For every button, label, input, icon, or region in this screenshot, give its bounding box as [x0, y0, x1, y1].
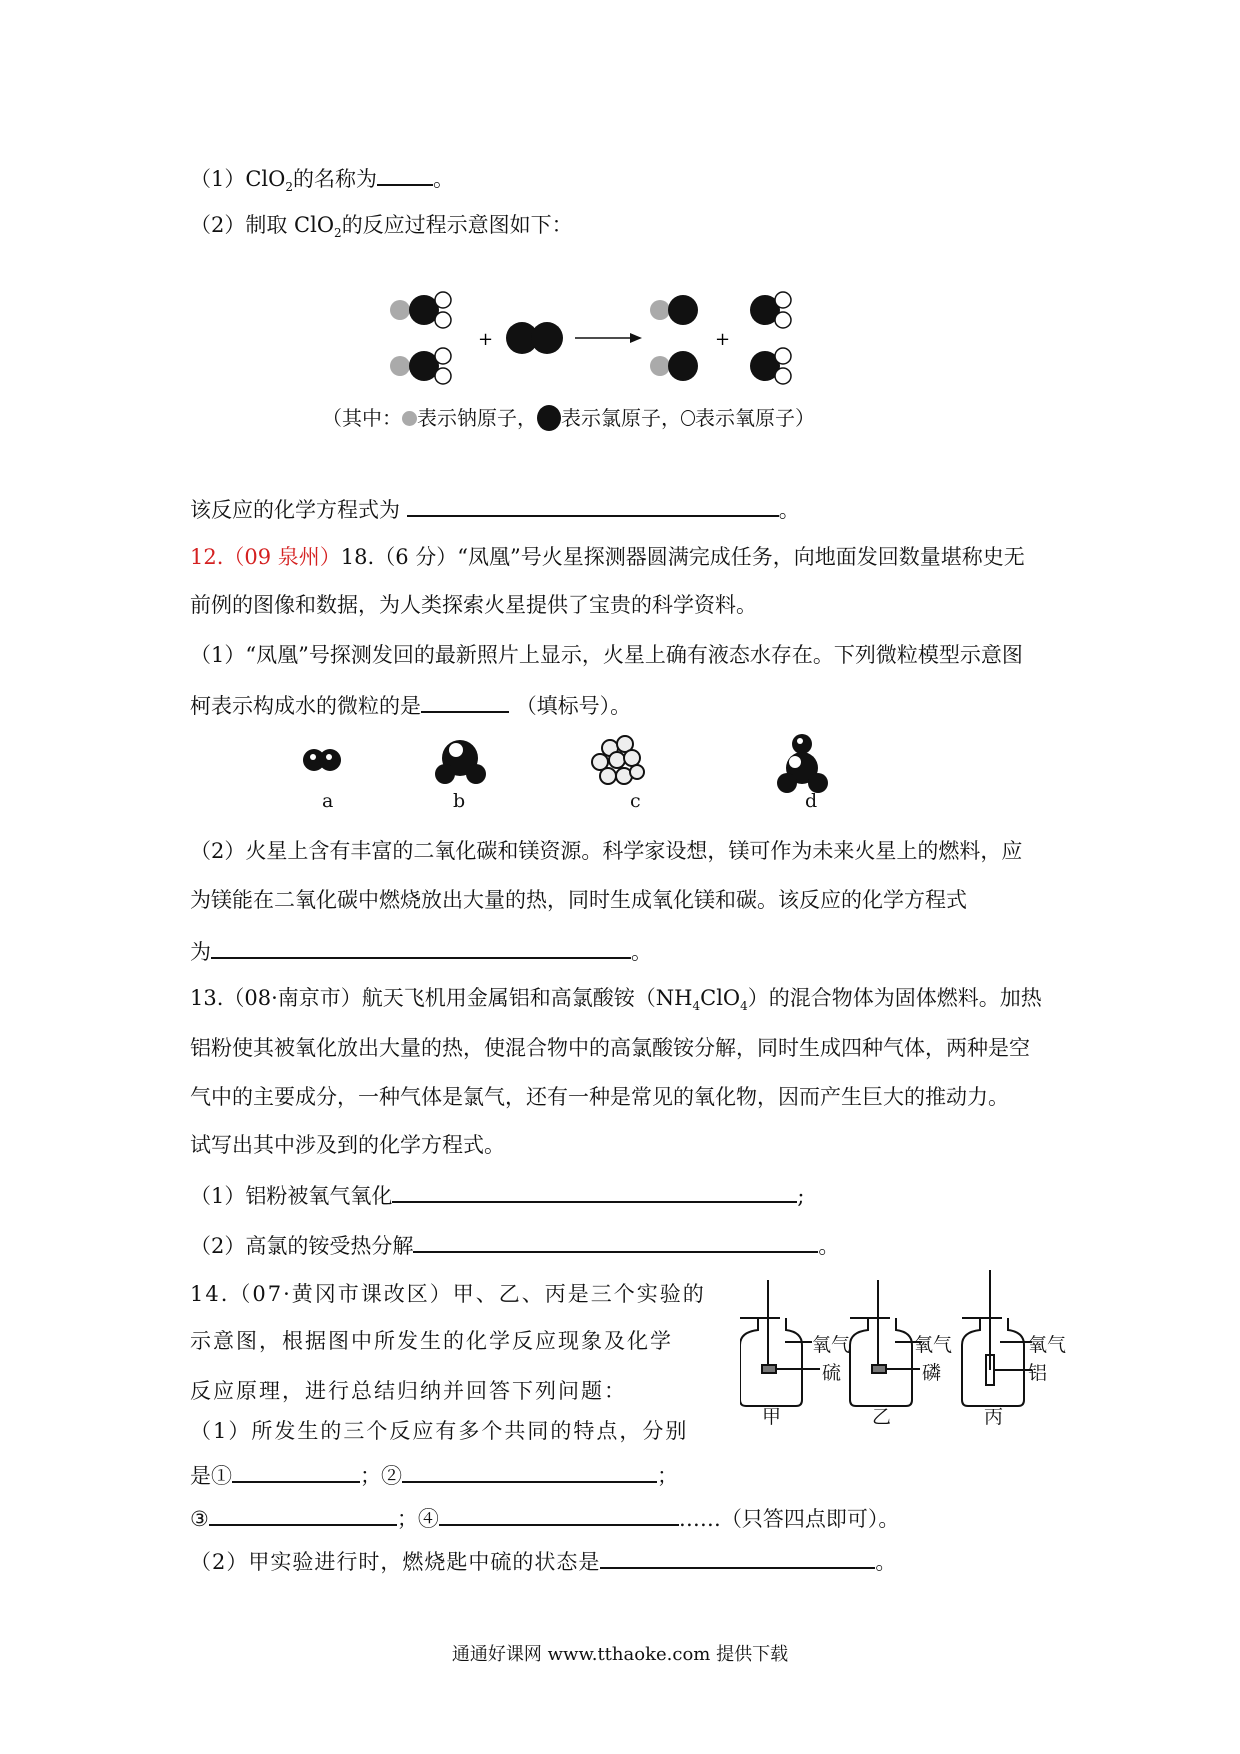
- clo2-molecule: [750, 348, 791, 384]
- q14-line: 14.（07·黄冈市课改区）甲、乙、丙是三个实验的: [190, 1282, 706, 1306]
- plus-sign: +: [478, 329, 494, 350]
- nacl-molecule: [650, 351, 698, 381]
- answer-blank[interactable]: [377, 164, 433, 186]
- clo2-molecule: [750, 292, 791, 328]
- bottle-label-jia: 甲: [762, 1406, 782, 1428]
- q13-part1: （1）铝粉被氧气氧化 ;: [190, 1181, 804, 1209]
- q14-answers-1-2: 是① ；② ；: [190, 1461, 678, 1489]
- q12-line: 为 。: [190, 937, 652, 965]
- q13-line: 气中的主要成分，一种气体是氯气，还有一种是常见的氧化物，因而产生巨大的推动力。: [190, 1085, 1009, 1109]
- oxygen-label: 氧气: [812, 1334, 851, 1356]
- q13-line: 铝粉使其被氧化放出大量的热，使混合物中的高氯酸铵分解，同时生成四种气体，两种是空: [190, 1036, 1030, 1060]
- q12-line: （2）火星上含有丰富的二氧化碳和镁资源。科学家设想，镁可作为未来火星上的燃料，应: [190, 839, 1023, 863]
- q13-part2: （2）高氯的铵受热分解 。: [190, 1231, 839, 1259]
- answer-blank[interactable]: [392, 1181, 797, 1203]
- answer-blank[interactable]: [439, 1504, 679, 1526]
- model-label: a: [322, 790, 334, 812]
- oxygen-label: 氧气: [1028, 1334, 1067, 1356]
- q14-answers-3-4: ③ ；④ ……（只答四点即可）。: [190, 1504, 899, 1532]
- model-label: c: [630, 790, 641, 812]
- bottle-yi: [850, 1280, 922, 1406]
- q14-part2: （2）甲实验进行时，燃烧匙中硫的状态是 。: [190, 1547, 897, 1575]
- model-label: b: [453, 790, 466, 812]
- q11-part2: （2）制取 ClO$_2$的反应过程示意图如下：: [190, 213, 573, 241]
- naclo2-molecule: [390, 292, 451, 328]
- q14-line: 示意图，根据图中所发生的化学反应现象及化学: [190, 1329, 673, 1353]
- plus-sign: +: [715, 329, 731, 350]
- bottle-label-bing: 丙: [984, 1406, 1004, 1428]
- bottle-label-yi: 乙: [872, 1406, 892, 1428]
- q13-line: 试写出其中涉及到的化学方程式。: [190, 1133, 505, 1157]
- q13-line: 13.（08·南京市）航天飞机用金属铝和高氯酸铵$(NH_4ClO_4)$的混合物体为固体燃料。加热: [190, 986, 1042, 1014]
- model-b: [435, 740, 486, 784]
- chlorine-atom-icon: [537, 405, 561, 431]
- oxygen-label: 氧气: [914, 1334, 953, 1356]
- answer-blank[interactable]: [402, 1461, 657, 1483]
- naclo2-molecule: [390, 348, 451, 384]
- answer-blank[interactable]: [211, 937, 631, 959]
- phosphorus-label: 磷: [922, 1362, 942, 1384]
- q14-line: （1）所发生的三个反应有多个共同的特点，分别: [190, 1419, 689, 1443]
- arrow-icon: [575, 333, 642, 343]
- answer-blank[interactable]: [421, 691, 509, 713]
- answer-blank[interactable]: [232, 1461, 360, 1483]
- oxygen-atom-icon: [681, 410, 695, 426]
- q12-line: 柯表示构成水的微粒的是 （填标号）。: [190, 691, 631, 719]
- answer-blank[interactable]: [407, 495, 779, 517]
- bottle-jia: [740, 1280, 820, 1406]
- q12-line: 为镁能在二氧化碳中燃烧放出大量的热，同时生成氧化镁和碳。该反应的化学方程式: [190, 888, 967, 912]
- aluminum-label: 铝: [1028, 1362, 1048, 1384]
- diagram-legend: （其中： 表示钠原子， 表示氯原子， 表示氧原子）: [322, 406, 815, 430]
- model-a: [303, 749, 341, 771]
- q12-line: 12.（09 泉州）18.（6 分）“凤凰”号火星探测器圆满完成任务，向地面发回数量堪称史无: [190, 545, 1025, 569]
- answer-blank[interactable]: [209, 1504, 397, 1526]
- bottle-bing: [962, 1270, 1032, 1406]
- model-label: d: [805, 790, 818, 812]
- answer-blank[interactable]: [600, 1547, 875, 1569]
- q12-line: 前例的图像和数据，为人类探索火星提供了宝贵的科学资料。: [190, 593, 757, 617]
- model-c: [592, 736, 644, 784]
- answer-blank[interactable]: [413, 1231, 818, 1253]
- q11-part1: （1）ClO$_2$的名称为 。: [190, 164, 454, 200]
- q14-line: 反应原理，进行总结归纳并回答下列问题：: [190, 1379, 627, 1403]
- reaction-diagram: [380, 285, 820, 395]
- sodium-atom-icon: [402, 411, 417, 426]
- page-footer: 通通好课网 www.tthaoke.com 提供下载: [451, 1644, 789, 1665]
- water-molecule-models: [280, 730, 860, 820]
- nacl-molecule: [650, 295, 698, 325]
- sulfur-label: 硫: [822, 1362, 842, 1384]
- q11-equation: 该反应的化学方程式为 。: [190, 495, 800, 523]
- cl2-molecule: [506, 322, 563, 354]
- model-d: [777, 734, 828, 793]
- q12-line: （1）“凤凰”号探测发回的最新照片上显示，火星上确有液态水存在。下列微粒模型示意图: [190, 643, 1023, 667]
